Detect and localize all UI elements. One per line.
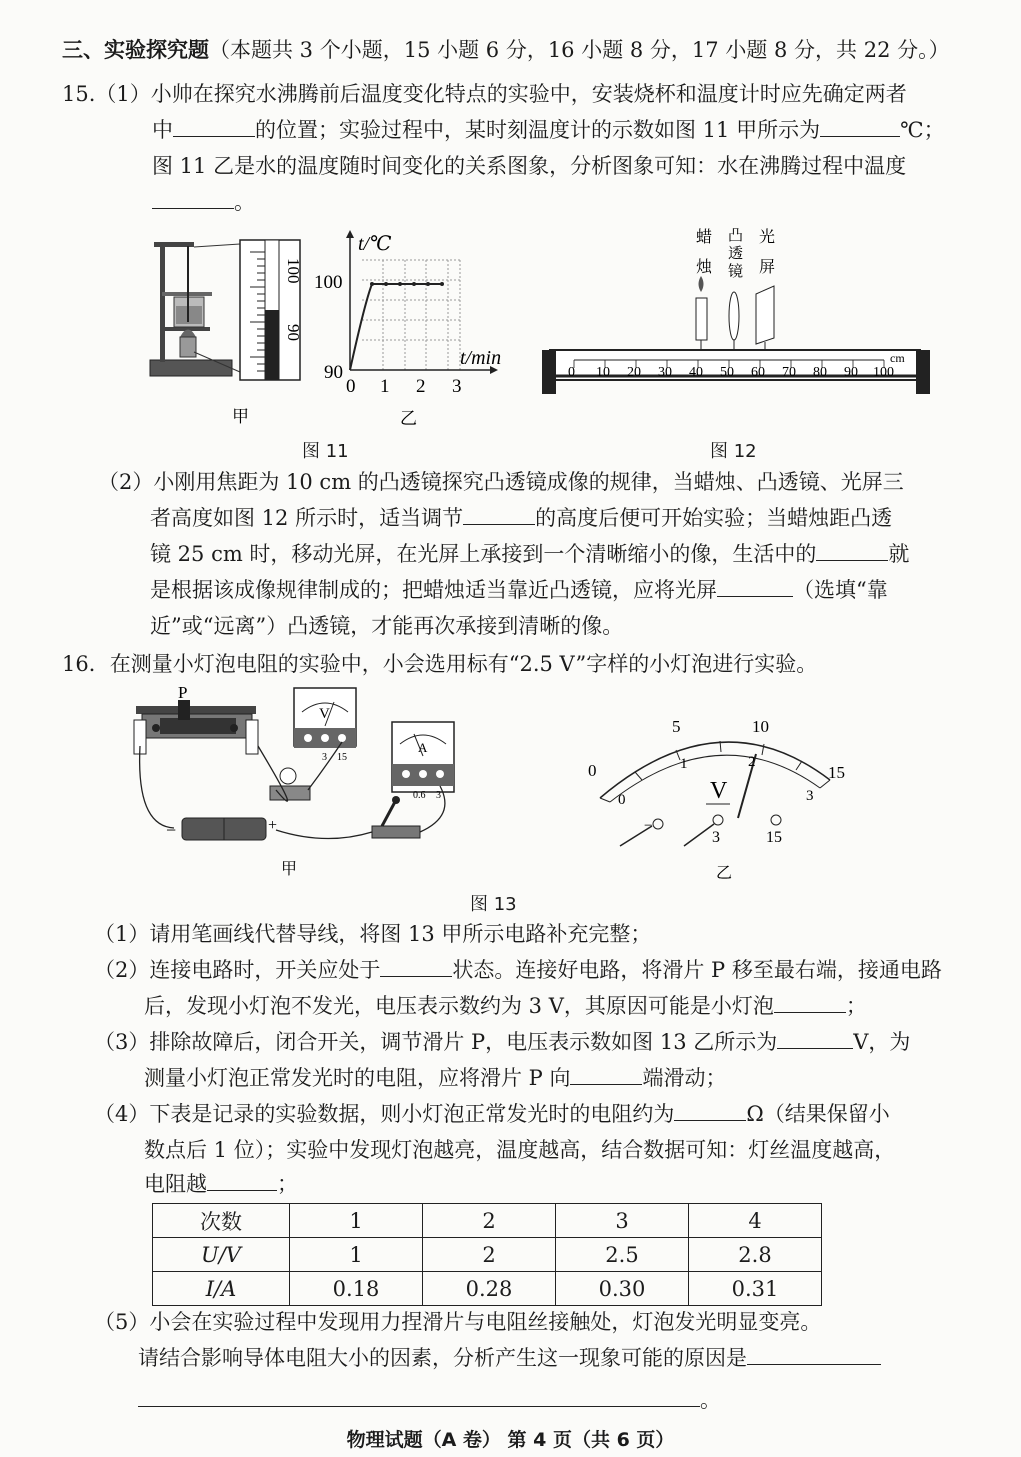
table-header-row — [153, 1204, 822, 1238]
q15-p2-line4: 是根据该成像规律制成的；把蜡烛适当靠近凸透镜，应将光屏 （选填“靠 — [150, 574, 888, 606]
ammeter-symbol: A — [418, 740, 428, 755]
boiling-apparatus — [150, 242, 240, 376]
label-lens-2: 透 — [728, 246, 744, 262]
fig11-sub-a: 甲 — [232, 407, 249, 426]
section-header — [62, 34, 950, 66]
ruler-tick: 50 — [720, 365, 734, 380]
q15-p2-line3: 镜 25 cm 时，移动光屏，在光屏上承接到一个清晰缩小的像，生活中的 就 — [150, 538, 909, 570]
table-cell: 0.30 — [556, 1272, 689, 1306]
q16-p3-line1: （3）排除故障后，闭合开关，调节滑片 P，电压表示数如图 13 乙所示为 V，为 — [94, 1026, 910, 1058]
q15-p2-line1: （2）小刚用焦距为 10 cm 的凸透镜探究凸透镜成像的规律，当蜡烛、凸透镜、光屏三 — [98, 470, 904, 494]
answer-blank[interactable] — [717, 574, 793, 597]
figure-12 — [538, 220, 938, 405]
graph-x-tick-2: 2 — [416, 376, 426, 397]
answer-blank[interactable] — [570, 1062, 642, 1085]
table-cell: 2.5 — [556, 1238, 689, 1272]
answer-blank[interactable] — [674, 1098, 746, 1121]
ruler-unit: cm — [890, 351, 905, 365]
q16-p2-line2: 后，发现小灯泡不发光，电压表示数约为 3 V，其原因可能是小灯泡 ； — [144, 990, 867, 1022]
svg-text:15: 15 — [766, 829, 782, 846]
fig11-sub-b: 乙 — [400, 409, 417, 428]
convex-lens — [729, 292, 739, 340]
row-label: U/V — [153, 1238, 290, 1272]
svg-text:0.6: 0.6 — [413, 790, 426, 801]
q16-p4-line1: （4）下表是记录的实验数据，则小灯泡正常发光时的电阻约为 Ω（结果保留小 — [94, 1098, 890, 1130]
q15-line3: 图 11 乙是水的温度随时间变化的关系图象，分析图象可知：水在沸腾过程中温度 — [152, 154, 907, 178]
q15-p2-line5: 近”或“远离”）凸透镜，才能再次承接到清晰的像。 — [150, 614, 624, 638]
fig13-caption: 图 13 — [470, 894, 517, 915]
ruler-tick: 90 — [844, 365, 858, 380]
fig13-sub-a: 甲 — [281, 861, 298, 878]
q16-p2-line1: （2）连接电路时，开关应处于 状态。连接好电路，将滑片 P 移至最右端，接通电路 — [94, 954, 942, 986]
answer-blank[interactable] — [747, 1342, 881, 1365]
thermo-label-100: 100 — [284, 258, 303, 284]
answer-blank[interactable] — [152, 186, 234, 209]
q16-p4-line2: 数点后 1 位）；实验中发现灯泡越亮，温度越高，结合数据可知：灯丝温度越高， — [144, 1138, 896, 1162]
q15-p2-line2: 者高度如图 12 所示时，适当调节 的高度后便可开始实验；当蜡烛距凸透 — [150, 502, 892, 534]
q16-intro: 16．在测量小灯泡电阻的实验中，小会选用标有“2.5 V”字样的小灯泡进行实验。 — [62, 652, 818, 676]
battery-pack — [166, 817, 277, 840]
graph-y-tick-90: 90 — [324, 362, 343, 383]
table-header-cell: 2 — [423, 1204, 556, 1238]
dial-tick: 5 — [672, 717, 681, 736]
flame-icon — [699, 276, 704, 292]
svg-text:15: 15 — [337, 752, 347, 763]
q16-p5-line2: 请结合影响导体电阻大小的因素，分析产生这一现象可能的原因是 — [138, 1342, 881, 1374]
answer-blank[interactable] — [816, 538, 888, 561]
q16-p1: （1）请用笔画线代替导线，将图 13 甲所示电路补充完整； — [94, 922, 652, 946]
ruler-tick: 100 — [873, 365, 894, 380]
table-cell: 2 — [423, 1238, 556, 1272]
q15-line4: 。 — [152, 186, 255, 218]
graph-x-tick-0: 0 — [346, 376, 356, 397]
ruler-tick: 60 — [751, 365, 765, 380]
label-screen-2: 屏 — [759, 259, 776, 276]
light-bulb — [270, 768, 310, 800]
graph-y-tick-100: 100 — [314, 272, 343, 293]
graph-y-unit: t/℃ — [358, 233, 392, 255]
figure-13-dial — [580, 706, 860, 886]
table-header-cell: 1 — [290, 1204, 423, 1238]
ruler-tick: 40 — [689, 365, 703, 380]
table-cell: 1 — [290, 1238, 423, 1272]
svg-text:3: 3 — [712, 829, 720, 846]
voltmeter-symbol: V — [319, 706, 330, 722]
row-label: I/A — [153, 1272, 290, 1306]
label-lens-3: 镜 — [728, 264, 744, 280]
table-header-cell: 3 — [556, 1204, 689, 1238]
dial-symbol: V — [710, 778, 728, 804]
table-header-cell: 4 — [689, 1204, 822, 1238]
section-title: 三、实验探究题 — [62, 38, 209, 62]
dial-tick: 15 — [828, 763, 845, 782]
graph-x-unit: t/min — [460, 347, 502, 369]
figure-13-circuit — [126, 686, 476, 881]
svg-text:3: 3 — [322, 752, 327, 763]
q16-p5-line3: 。 — [138, 1384, 721, 1416]
ruler-tick: 80 — [813, 365, 827, 380]
table-row — [153, 1238, 822, 1272]
svg-text:+: + — [268, 817, 278, 834]
q15-line1: 15.（1）小帅在探究水沸腾前后温度变化特点的实验中，安装烧杯和温度计时应先确定两者 — [62, 82, 907, 106]
graph-x-tick-3: 3 — [452, 376, 462, 397]
section-note: （本题共 3 个小题，15 小题 6 分，16 小题 8 分，17 小题 8 分，共 22 分。） — [209, 38, 950, 62]
answer-blank[interactable] — [777, 1026, 853, 1049]
label-lens-1: 凸 — [728, 228, 744, 244]
ruler-tick: 20 — [627, 365, 641, 380]
table-header-cell: 次数 — [153, 1204, 290, 1238]
label-candle-2: 烛 — [696, 259, 713, 276]
page-footer: 物理试题（A 卷） 第 4 页（共 6 页） — [346, 1429, 675, 1451]
figure-11 — [140, 222, 540, 437]
svg-text:3: 3 — [436, 790, 441, 801]
fig13-sub-b: 乙 — [716, 865, 733, 882]
fig12-caption: 图 12 — [710, 441, 757, 462]
ruler-tick: 10 — [596, 365, 610, 380]
answer-blank[interactable] — [774, 990, 846, 1013]
temperature-graph — [314, 230, 501, 397]
dial-tick: 2 — [748, 754, 756, 770]
dial-tick: 0 — [588, 761, 597, 780]
data-table — [152, 1203, 822, 1306]
q15-line2: 中 的位置；实验过程中，某时刻温度计的示数如图 11 甲所示为 ℃； — [152, 114, 945, 146]
dial-tick: 3 — [806, 788, 814, 804]
answer-blank[interactable] — [380, 954, 452, 977]
rheostat — [134, 686, 258, 754]
table-cell: 0.31 — [689, 1272, 822, 1306]
fig11-caption: 图 11 — [302, 441, 349, 462]
dial-tick: 10 — [752, 717, 769, 736]
switch — [372, 796, 420, 838]
answer-blank[interactable] — [463, 502, 535, 525]
table-cell: 0.18 — [290, 1272, 423, 1306]
light-screen — [756, 286, 774, 344]
table-cell: 0.28 — [423, 1272, 556, 1306]
voltmeter — [294, 688, 356, 763]
ruler-tick: 0 — [568, 365, 575, 380]
thermometer-zoom — [240, 240, 303, 380]
label-screen-1: 光 — [759, 229, 776, 246]
slider-label-p: P — [178, 686, 188, 702]
answer-blank[interactable] — [173, 114, 255, 137]
candle — [696, 298, 707, 340]
table-cell: 2.8 — [689, 1238, 822, 1272]
label-candle-1: 蜡 — [696, 229, 713, 246]
ruler-tick: 30 — [658, 365, 672, 380]
svg-text:−: − — [166, 820, 177, 840]
ruler-tick: 70 — [782, 365, 796, 380]
q16-p5-line1: （5）小会在实验过程中发现用力捏滑片与电阻丝接触处，灯泡发光明显变亮。 — [94, 1310, 822, 1334]
optical-bench — [542, 350, 930, 394]
ammeter — [392, 722, 454, 801]
table-row — [153, 1272, 822, 1306]
graph-x-tick-1: 1 — [380, 376, 390, 397]
dial-tick: 1 — [680, 756, 688, 772]
answer-blank[interactable] — [820, 114, 900, 137]
q16-p4-line3: 电阻越 ； — [144, 1168, 298, 1200]
thermo-label-90: 90 — [284, 324, 303, 341]
dial-tick: 0 — [618, 792, 626, 808]
svg-text:−: − — [644, 818, 653, 834]
answer-blank[interactable] — [138, 1384, 700, 1407]
q16-p3-line2: 测量小灯泡正常发光时的电阻，应将滑片 P 向 端滑动； — [144, 1062, 726, 1094]
answer-blank[interactable] — [207, 1168, 277, 1191]
